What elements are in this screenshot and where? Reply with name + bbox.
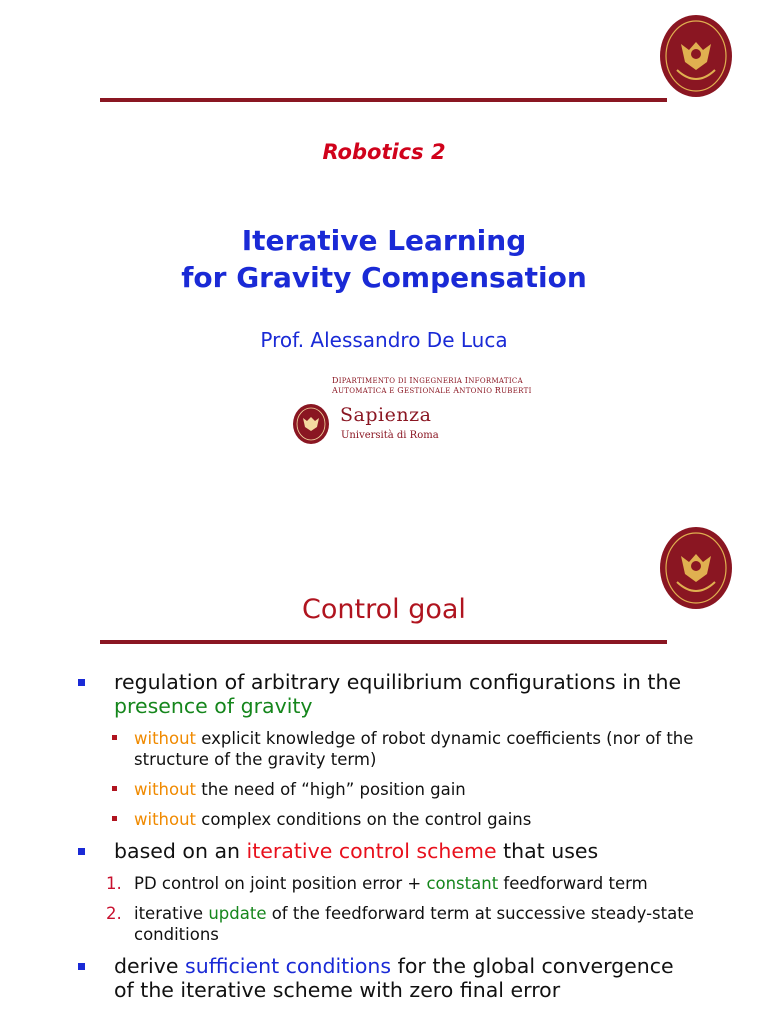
sub-bullet-item: without explicit knowledge of robot dynamic coefficients (nor of the structure of the gravity term) (106, 728, 698, 770)
sub-bullet-item: without complex conditions on the control gains (106, 809, 698, 830)
header-rule (100, 640, 667, 644)
sub-bullet-item: without the need of “high” position gain (106, 779, 698, 800)
sapienza-seal-icon (659, 14, 733, 98)
author-name: Prof. Alessandro De Luca (260, 328, 508, 352)
bullet-item: regulation of arbitrary equilibrium configurations in the presence of gravity (78, 670, 698, 718)
content-slide (0, 512, 768, 1024)
bullet-item: based on an iterative control scheme that uses (78, 839, 698, 863)
bullet-square-icon (78, 963, 85, 970)
bullet-square-icon (112, 786, 117, 791)
bullet-item: derive sufficient conditions for the global convergence of the iterative scheme with zero final error (78, 954, 698, 1002)
logo-subtitle: Università di Roma (341, 430, 439, 441)
bullet-square-icon (112, 735, 117, 740)
numbered-list (106, 873, 698, 945)
title-line-2: for Gravity Compensation (181, 261, 587, 294)
bullet-square-icon (112, 816, 117, 821)
logo-wordmark: Sapienza (340, 404, 432, 426)
bullet-square-icon (78, 679, 85, 686)
sub-list (106, 728, 698, 830)
bullet-square-icon (78, 848, 85, 855)
bullet-list (78, 670, 698, 1012)
sapienza-logo-icon (292, 403, 330, 445)
slide-title: Control goal (302, 594, 466, 625)
department-name: DIPARTIMENTO DI INGEGNERIA INFORMATICA AUTOMATICA E GESTIONALE ANTONIO RUBERTI (332, 376, 532, 395)
course-name: Robotics 2 (322, 140, 446, 164)
slide-title (0, 222, 768, 296)
numbered-item: 1. PD control on joint position error + constant feedforward term (106, 874, 648, 893)
title-line-1: Iterative Learning (241, 224, 527, 257)
header-rule (100, 98, 667, 102)
numbered-item: 2. iterative update of the feedforward term at successive steady-state conditions (106, 904, 694, 944)
